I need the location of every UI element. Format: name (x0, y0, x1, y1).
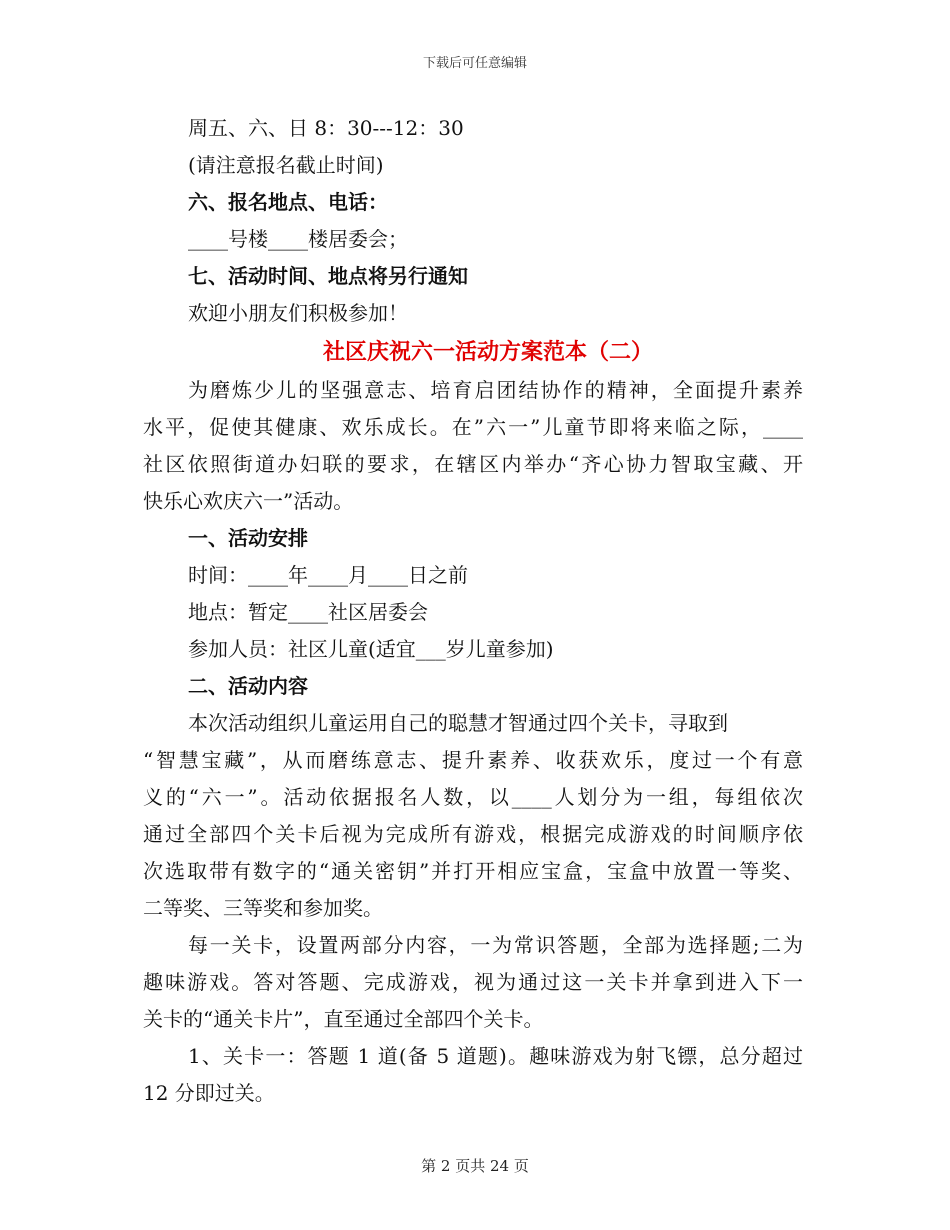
text-line: 通过全部四个关卡后视为完成所有游戏，根据完成游戏的时间顺序依 (143, 822, 803, 846)
text-line: 12 分即过关。 (143, 1081, 275, 1105)
text-line: 为磨炼少儿的坚强意志、培育启团结协作的精神，全面提升素养 (188, 378, 803, 402)
text-line: 义的“六一”。活动依据报名人数，以____人划分为一组，每组依次 (143, 785, 803, 809)
text-line: 地点：暂定____社区居委会 (188, 600, 428, 624)
text-line: 周五、六、日 8：30---12：30 (188, 116, 464, 140)
text-line: 每一关卡，设置两部分内容，一为常识答题，全部为选择题;二为 (188, 933, 803, 957)
text-line: ____号楼____楼居委会； (188, 227, 408, 251)
text-line: 快乐心欢庆六一”活动。 (143, 489, 354, 513)
text-line: 水平，促使其健康、欢乐成长。在”六一”儿童节即将来临之际，____ (143, 415, 803, 439)
section-heading: 六、报名地点、电话： (188, 190, 388, 214)
text-line: (请注意报名截止时间) (188, 153, 384, 177)
text-line: 参加人员：社区儿童(适宜___岁儿童参加) (188, 637, 554, 661)
page-footer: 第 2 页共 24 页 (421, 1157, 529, 1175)
text-line: 欢迎小朋友们积极参加！ (188, 301, 408, 325)
document-body (143, 110, 803, 1112)
text-line: 1、关卡一：答题 1 道(备 5 道题)。趣味游戏为射飞镖，总分超过 (188, 1044, 803, 1068)
section-heading: 一、活动安排 (188, 526, 308, 550)
text-line: 关卡的“通关卡片”，直至通过全部四个关卡。 (143, 1007, 544, 1031)
page-header: 下载后可任意编辑 (422, 56, 527, 71)
section-heading: 七、活动时间、地点将另行通知 (188, 264, 468, 288)
text-line: 社区依照街道办妇联的要求，在辖区内举办“齐心协力智取宝藏、开 (143, 452, 803, 476)
text-line: 二等奖、三等奖和参加奖。 (143, 896, 383, 920)
text-line: 次选取带有数字的“通关密钥”并打开相应宝盒，宝盒中放置一等奖、 (143, 859, 803, 883)
text-line: 趣味游戏。答对答题、完成游戏，视为通过这一关卡并拿到进入下一 (143, 970, 803, 994)
text-line: “智慧宝藏”，从而磨练意志、提升素养、收获欢乐，度过一个有意 (143, 748, 803, 772)
text-line: 本次活动组织儿童运用自己的聪慧才智通过四个关卡，寻取到 (188, 711, 728, 735)
section-heading: 二、活动内容 (188, 674, 308, 698)
text-line: 时间：____年____月____日之前 (188, 563, 468, 587)
section-title: 社区庆祝六一活动方案范本（二） (322, 339, 653, 365)
